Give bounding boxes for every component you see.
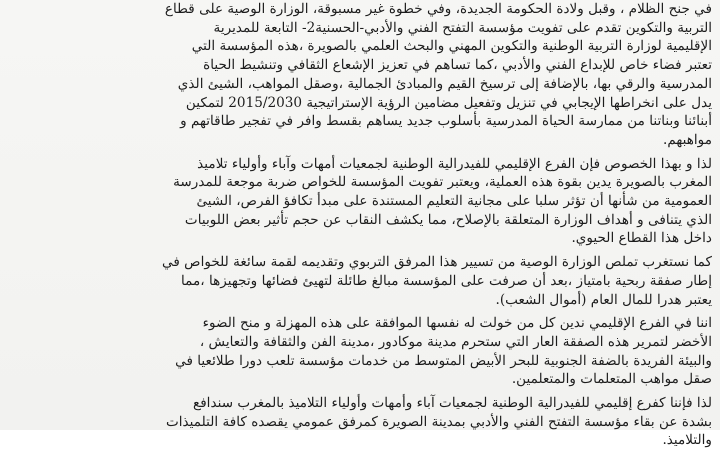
text-line: المغرب بالصويرة يدين بقوة هذه العملية، ويعتبر تفويت المؤسسة للخواص ضربة موجعة للمدرسة: [173, 174, 712, 191]
text-line: لذا و بهذا الخصوص فإن الفرع الإقليمي للفيدرالية الوطنية لجمعيات أمهات وآباء وأولياء تلاميذ: [197, 155, 712, 172]
document-body: [58, 0, 712, 455]
text-line: الأخضر لتمرير هذه الصفقة العار التي ستحرم مدينة موكادور ،مدينة الفن والثقافة والتعايش ،: [199, 333, 712, 350]
text-line: الذي يتنافى و أهداف الوزارة المتعلقة بالإصلاح، مما يكشف النقاب عن حجم تأثير بعض اللوبيات: [184, 211, 712, 228]
paragraph: [58, 155, 712, 249]
paragraph: [58, 394, 712, 450]
text-line: الإقليمية لوزارة التربية الوطنية والتكوين المهني والبحث العلمي بالصويرة ،هذه المؤسسة التي: [191, 38, 712, 55]
text-line: بشدة عن بقاء مؤسسة التفتح الفني والأدبي بمدينة الصويرة كمرفق عمومي يقصده كافة التلميذات: [165, 413, 712, 430]
text-line: داخل هذا القطاع الحيوي.: [571, 230, 712, 247]
text-line: التربية والتكوين تقدم على تفويت مؤسسة التفتح الفني والأدبي-الحسنية2- التابعة للمديرية: [213, 19, 712, 36]
paragraph: [58, 314, 712, 389]
text-line: صقل مواهب المتعلمات والمتعلمين.: [511, 371, 712, 388]
text-line: كما نستغرب تملص الوزارة الوصية من تسيير هذا المرفق التربوي وتقديمه لقمة سائغة للخواص في: [162, 254, 712, 271]
text-line: يدل على انخراطها الإيجابي في تنزيل وتفعيل مضامين الرؤية الإستراتيجية 2015/2030 لتمكين: [185, 94, 712, 111]
text-line: يعتبر هدرا للمال العام (أموال الشعب).: [495, 291, 712, 308]
text-line: تعتبر فضاء خاص للإبداع الفني والأدبي ،كما تساهم في تعزيز الإشعاع الثقافي وتنشيط الحياة: [203, 57, 712, 74]
text-line: والبيئة الفريدة بالضفة الجنوبية للبحر الأبيض المتوسط من خدمات مؤسسة تلعب دورا طلائعيا في: [175, 352, 712, 369]
text-line: اننا في الفرع الإقليمي ندين كل من خولت له نفسها الموافقة على هذه المهزلة و منح الضوء: [202, 315, 712, 332]
text-line: أبنائنا وبناتنا من ممارسة الحياة المدرسية بأسلوب جديد يساهم بقسط وافر في تفجير طاقاتهم و: [180, 113, 712, 130]
text-line: مواهبهم.: [663, 131, 712, 148]
text-line: في جنح الظلام ، وقبل ولادة الحكومة الجديدة، وفي خطوة غير مسبوقة، الوزارة الوصية على قطاع: [164, 1, 712, 17]
text-line: العمومية من شأنها أن تؤثر سلبا على مجانية التعليم المستندة على مبدأ تكافؤ الفرص، الشيئ: [196, 193, 712, 210]
text-line: والتلاميذ.: [662, 432, 712, 449]
text-line: المدرسية والرقي بها، بالإضافة إلى ترسيخ القيم والمبادئ الجمالية ،وصقل المواهب، الشيئ الذي: [177, 75, 712, 92]
text-line: إطار صفقة ربحية بامتياز ،بعد أن صرفت على المؤسسة مبالغ طائلة لتهيئ فضائها وتجهيزها ،مما: [180, 272, 712, 289]
paragraph: [58, 253, 712, 309]
text-line: لذا فإننا كفرع إقليمي للفيدرالية الوطنية لجمعيات آباء وأمهات وأولياء التلاميذ بالمغرب سندافع: [192, 395, 712, 412]
paragraph: [58, 0, 712, 150]
